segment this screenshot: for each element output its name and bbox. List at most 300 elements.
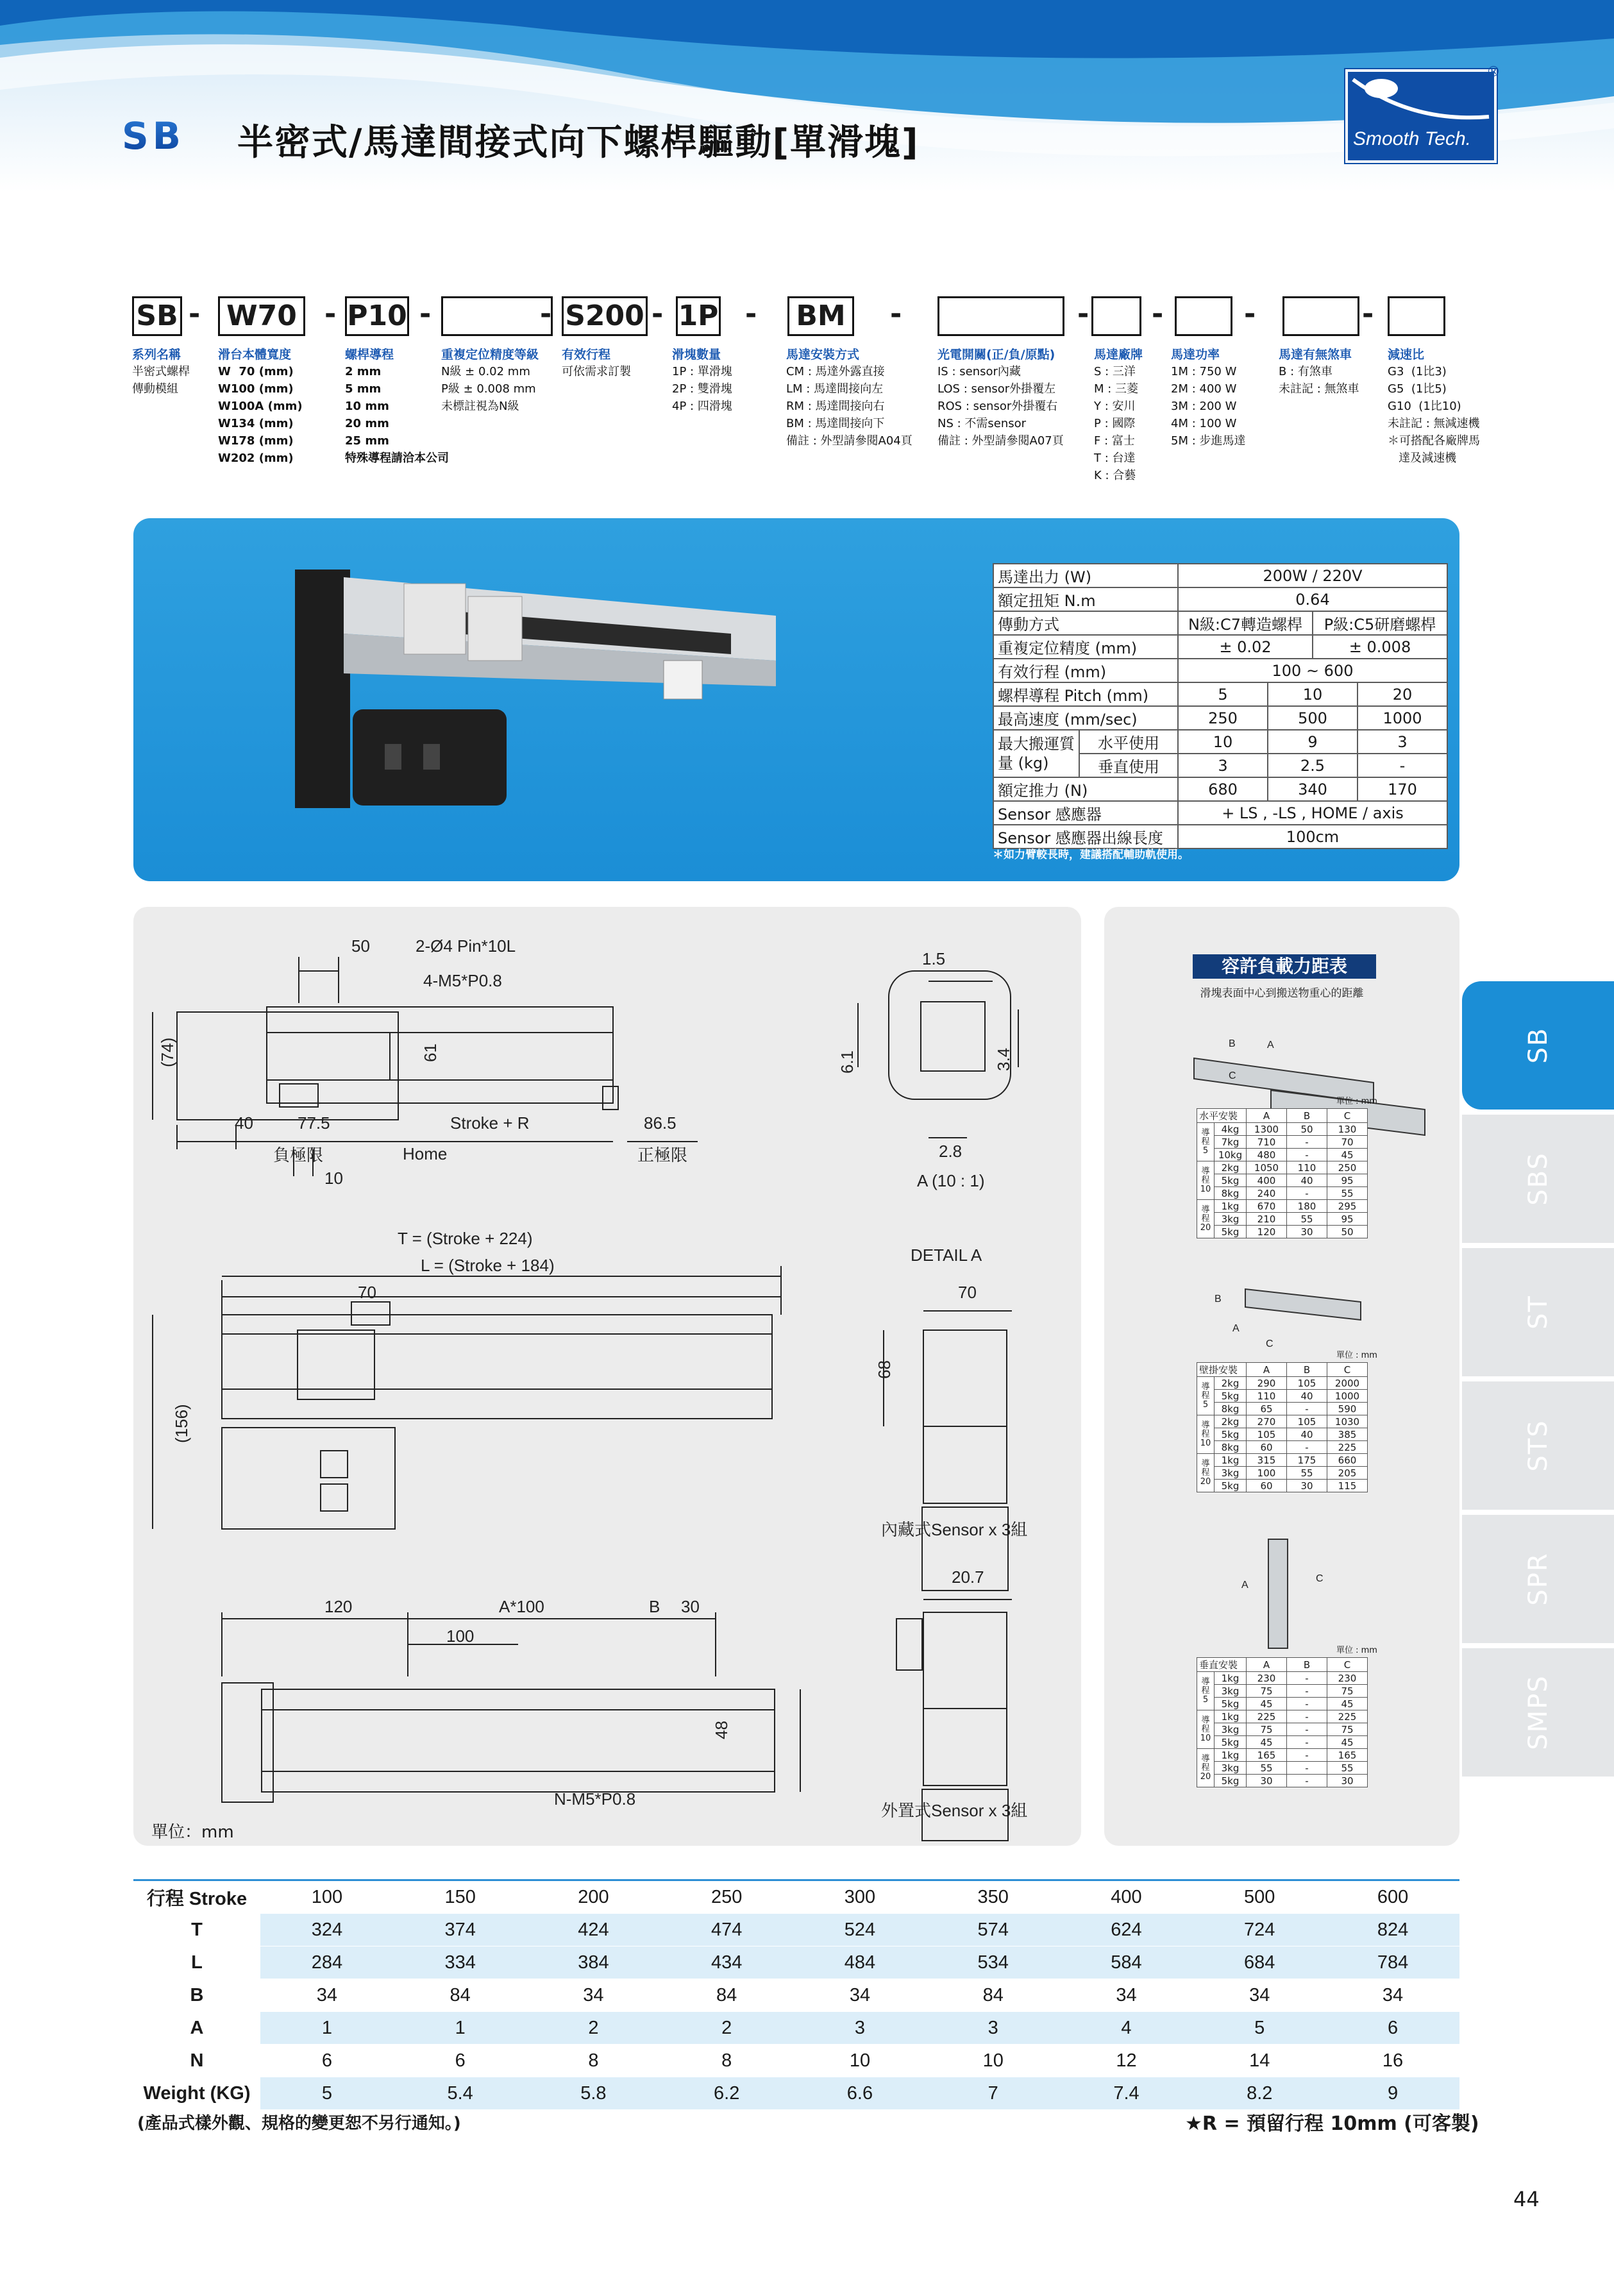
load-cell: -: [1287, 1775, 1327, 1787]
stroke-cell: 8: [527, 2045, 660, 2077]
load-cell: 165: [1247, 1749, 1287, 1762]
load-cell: -: [1287, 1762, 1327, 1775]
spec-value: 10: [1178, 730, 1268, 754]
option-item: P : 國際: [1094, 417, 1136, 430]
load-row: [1197, 1377, 1368, 1390]
spec-value: 100cm: [1178, 825, 1447, 848]
load-row: [1197, 1403, 1368, 1415]
dim-pin: 2-Ø4 Pin*10L: [416, 936, 516, 956]
technical-drawing: [133, 907, 1081, 1846]
spec-value: 100 ~ 600: [1178, 659, 1447, 682]
load-cell: 3kg: [1215, 1213, 1247, 1226]
part-code-separator: -: [540, 298, 552, 330]
load-row: [1197, 1775, 1368, 1787]
stroke-row: [133, 1979, 1459, 2012]
footer-r-note: ★R = 預留行程 10mm (可客製): [1185, 2113, 1479, 2135]
load-cell: 240: [1247, 1187, 1287, 1200]
option-list: [345, 363, 449, 467]
option-list: [1094, 363, 1138, 484]
stroke-cell: 5.8: [527, 2077, 660, 2110]
side-tab-sbs[interactable]: [1462, 1115, 1614, 1243]
dim-3-4: 3.4: [994, 1047, 1013, 1071]
load-lead-cell: 導程10: [1197, 1415, 1215, 1454]
stroke-row: [133, 2012, 1459, 2045]
load-row: [1197, 1174, 1368, 1187]
load-header-cell: C: [1327, 1363, 1368, 1377]
load-cell: 295: [1327, 1200, 1368, 1213]
load-cell: 5kg: [1215, 1174, 1247, 1187]
option-item: F : 富士: [1094, 434, 1135, 448]
option-item: 20 mm: [345, 417, 389, 430]
load-cell: -: [1287, 1441, 1327, 1454]
stroke-cell: 12: [1060, 2045, 1193, 2077]
stroke-cell: 684: [1193, 1946, 1326, 1979]
load-table-horizontal: [1197, 1108, 1368, 1238]
load-lead-cell: 導程5: [1197, 1672, 1215, 1710]
load-cell: 95: [1327, 1174, 1368, 1187]
load-cell: 225: [1327, 1441, 1368, 1454]
stroke-cell: 34: [1326, 1979, 1459, 2012]
stroke-cell: 500: [1193, 1880, 1326, 1914]
stroke-cell: 9: [1326, 2077, 1459, 2110]
spec-note: ＊如力臂較長時，建議搭配輔助軌使用。: [993, 848, 1189, 861]
load-cell: 5kg: [1215, 1480, 1247, 1492]
load-cell: 1kg: [1215, 1454, 1247, 1467]
option-item: W202 (mm): [218, 452, 294, 465]
part-code-separator: -: [324, 298, 337, 330]
load-cell: 8kg: [1215, 1403, 1247, 1415]
stroke-cell: 350: [927, 1880, 1060, 1914]
option-item: LOS : sensor外掛覆左: [937, 382, 1056, 396]
spec-row: [993, 706, 1447, 730]
spec-row: [993, 587, 1447, 611]
stroke-cell: 8: [660, 2045, 793, 2077]
dim-40: 40: [235, 1113, 253, 1133]
load-cell: -: [1287, 1710, 1327, 1723]
side-tab-label: SMPS: [1523, 1675, 1553, 1750]
stroke-row-label: B: [133, 1979, 260, 2012]
option-item: 5M : 步進馬達: [1171, 434, 1246, 448]
side-tab-sts[interactable]: [1462, 1381, 1614, 1510]
part-code-box: W70: [218, 296, 305, 336]
load-lead-cell: 導程5: [1197, 1123, 1215, 1161]
spec-label: 傳動方式: [993, 611, 1178, 635]
part-code-separator: -: [745, 298, 757, 330]
option-item: 可依需求訂製: [562, 365, 631, 378]
spec-value: 5: [1178, 682, 1268, 706]
part-code-box: [1388, 296, 1445, 336]
load-cell: 165: [1327, 1749, 1368, 1762]
part-code-separator: -: [651, 298, 664, 330]
spec-value: ± 0.02: [1178, 635, 1313, 659]
option-item: LM : 馬達間接向左: [786, 382, 884, 396]
dim-30: 30: [681, 1597, 700, 1616]
stroke-cell: 624: [1060, 1914, 1193, 1946]
load-cell: -: [1287, 1187, 1327, 1200]
load-cell: 180: [1287, 1200, 1327, 1213]
load-cell: 115: [1327, 1480, 1368, 1492]
load-row: [1197, 1149, 1368, 1161]
side-tab-spr[interactable]: [1462, 1515, 1614, 1643]
load-cell: 105: [1287, 1377, 1327, 1390]
load-lead-cell: 導程5: [1197, 1377, 1215, 1415]
dim-b: B: [649, 1597, 660, 1616]
option-item: NS : 不需sensor: [937, 417, 1027, 430]
option-item: 未註記 : 無煞車: [1279, 382, 1359, 396]
load-row: [1197, 1213, 1368, 1226]
option-item: BM : 馬達間接向下: [786, 417, 885, 430]
load-table-vertical: [1197, 1657, 1368, 1787]
stroke-cell: 34: [793, 1979, 927, 2012]
load-cell: 55: [1287, 1467, 1327, 1480]
stroke-cell: 534: [927, 1946, 1060, 1979]
side-tab-label: SB: [1523, 1027, 1553, 1064]
load-lead-cell: 導程20: [1197, 1200, 1215, 1238]
spec-value: 680: [1178, 777, 1268, 801]
spec-value: 20: [1358, 682, 1447, 706]
option-item: 3M : 200 W: [1171, 400, 1237, 413]
stroke-cell: 84: [660, 1979, 793, 2012]
load-row: [1197, 1136, 1368, 1149]
load-subtitle: 滑塊表面中心到搬送物重心的距離: [1200, 987, 1364, 1000]
unit-note-w: 單位 : mm: [1336, 1351, 1377, 1360]
stroke-cell: 784: [1326, 1946, 1459, 1979]
stroke-cell: 6: [1326, 2012, 1459, 2045]
spec-value: 1000: [1358, 706, 1447, 730]
brand-swoosh-icon: [1348, 72, 1494, 130]
load-cell: 660: [1327, 1454, 1368, 1467]
option-item: M : 三菱: [1094, 382, 1139, 396]
load-cell: 210: [1247, 1213, 1287, 1226]
stroke-cell: 34: [260, 1979, 394, 2012]
load-cell: -: [1287, 1149, 1327, 1161]
option-list: [1279, 363, 1359, 398]
load-cell: -: [1287, 1736, 1327, 1749]
option-item: W 70 (mm): [218, 365, 294, 378]
dim-a100: A*100: [499, 1597, 544, 1616]
option-list: [786, 363, 912, 450]
stroke-cell: 6: [260, 2045, 394, 2077]
stroke-cell: 374: [394, 1914, 527, 1946]
spec-label: Sensor 感應器出線長度: [993, 825, 1178, 848]
spec-value: 2.5: [1268, 754, 1358, 777]
load-cell: 315: [1247, 1454, 1287, 1467]
load-cell: 110: [1287, 1161, 1327, 1174]
stroke-cell: 34: [1193, 1979, 1326, 2012]
option-item: 特殊導程請洽本公司: [345, 452, 449, 465]
stroke-cell: 300: [793, 1880, 927, 1914]
load-cell: 480: [1247, 1149, 1287, 1161]
load-header-cell: B: [1287, 1658, 1327, 1672]
stroke-cell: 724: [1193, 1914, 1326, 1946]
unit-label: 單位：mm: [151, 1823, 234, 1842]
load-cell: 30: [1287, 1480, 1327, 1492]
load-row: [1197, 1467, 1368, 1480]
spec-value: 9: [1268, 730, 1358, 754]
spec-value: 250: [1178, 706, 1268, 730]
dim-120: 120: [324, 1597, 353, 1616]
load-cell: 55: [1287, 1213, 1327, 1226]
option-item: 半密式螺桿: [132, 365, 190, 378]
option-item: 2 mm: [345, 365, 382, 378]
load-cell: 270: [1247, 1415, 1287, 1428]
spec-label: 螺桿導程 Pitch (mm): [993, 682, 1178, 706]
stroke-table: [133, 1879, 1459, 2110]
spec-value: + LS , -LS , HOME / axis: [1178, 801, 1447, 825]
load-cell: 3kg: [1215, 1467, 1247, 1480]
load-cell: 710: [1247, 1136, 1287, 1149]
load-cell: 30: [1327, 1775, 1368, 1787]
spec-row: [993, 611, 1447, 635]
spec-label: 有效行程 (mm): [993, 659, 1178, 682]
dim-m5: 4-M5*P0.8: [423, 971, 502, 990]
side-tab-smps[interactable]: [1462, 1648, 1614, 1777]
stroke-cell: 100: [260, 1880, 394, 1914]
load-lead-cell: 導程20: [1197, 1454, 1215, 1492]
load-label-a3: A: [1241, 1580, 1248, 1591]
option-item: B : 有煞車: [1279, 365, 1332, 378]
dim-70-detail: 70: [958, 1283, 977, 1302]
stroke-cell: 16: [1326, 2045, 1459, 2077]
load-cell: 225: [1247, 1710, 1287, 1723]
option-title: 滑塊數量: [672, 348, 721, 362]
load-cell: 3kg: [1215, 1685, 1247, 1698]
load-cell: 55: [1247, 1762, 1287, 1775]
stroke-cell: 574: [927, 1914, 1060, 1946]
dim-100: 100: [446, 1626, 475, 1646]
option-item: 1P : 單滑塊: [672, 365, 732, 378]
option-item: 5 mm: [345, 382, 382, 396]
option-item: 達及減速機: [1388, 452, 1457, 465]
stroke-row: [133, 1880, 1459, 1914]
load-cell: 400: [1247, 1174, 1287, 1187]
spec-row: [993, 635, 1447, 659]
option-item: 4P : 四滑塊: [672, 400, 732, 413]
load-lead-cell: 導程20: [1197, 1749, 1215, 1787]
option-list: [218, 363, 303, 467]
option-list: [937, 363, 1064, 450]
load-row: [1197, 1390, 1368, 1403]
dim-10: 10: [324, 1169, 343, 1188]
t-formula: T = (Stroke + 224): [398, 1229, 533, 1248]
neg-limit-label: 負極限: [273, 1145, 324, 1165]
load-cell: 1300: [1247, 1123, 1287, 1136]
part-code-box: [937, 296, 1064, 336]
stroke-cell: 424: [527, 1914, 660, 1946]
option-title: 光電開關(正/負/原點): [937, 348, 1055, 362]
load-cell: 1000: [1327, 1390, 1368, 1403]
page-title: 半密式/馬達間接式向下螺桿驅動[單滑塊]: [237, 122, 920, 164]
load-cell: 65: [1247, 1403, 1287, 1415]
stroke-row-label: Weight (KG): [133, 2077, 260, 2110]
stroke-cell: 3: [927, 2012, 1060, 2045]
spec-row: [993, 777, 1447, 801]
spec-value: 340: [1268, 777, 1358, 801]
spec-value: 3: [1178, 754, 1268, 777]
detail-scale-label: A (10 : 1): [917, 1171, 985, 1190]
load-cell: 45: [1247, 1698, 1287, 1710]
load-cell: 5kg: [1215, 1226, 1247, 1238]
stroke-cell: 824: [1326, 1914, 1459, 1946]
option-item: IS : sensor內藏: [937, 365, 1021, 378]
stroke-cell: 200: [527, 1880, 660, 1914]
load-row: [1197, 1710, 1368, 1723]
load-header-cell: A: [1247, 1363, 1287, 1377]
spec-row: [993, 682, 1447, 706]
load-cell: 385: [1327, 1428, 1368, 1441]
side-tab-st[interactable]: [1462, 1248, 1614, 1376]
side-tab-sb[interactable]: [1462, 981, 1614, 1110]
stroke-cell: 400: [1060, 1880, 1193, 1914]
dim-1-5: 1.5: [922, 949, 946, 968]
stroke-row-label: T: [133, 1914, 260, 1946]
stroke-cell: 6: [394, 2045, 527, 2077]
spec-value: -: [1358, 754, 1447, 777]
load-cell: 70: [1327, 1136, 1368, 1149]
spec-label: 額定扭矩 N.m: [993, 587, 1178, 611]
load-header-row: [1197, 1109, 1368, 1123]
stroke-cell: 150: [394, 1880, 527, 1914]
spec-value: 500: [1268, 706, 1358, 730]
load-cell: 175: [1287, 1454, 1327, 1467]
spec-value: P級:C5研磨螺桿: [1313, 611, 1447, 635]
load-lead-cell: 導程10: [1197, 1161, 1215, 1200]
spec-label: 額定推力 (N): [993, 777, 1178, 801]
load-cell: 40: [1287, 1390, 1327, 1403]
load-row: [1197, 1454, 1368, 1467]
stroke-cell: 4: [1060, 2012, 1193, 2045]
dim-74: (74): [158, 1037, 177, 1067]
load-cell: -: [1287, 1403, 1327, 1415]
spec-row: [993, 801, 1447, 825]
stroke-cell: 6.2: [660, 2077, 793, 2110]
load-cell: 45: [1247, 1736, 1287, 1749]
load-cell: 60: [1247, 1480, 1287, 1492]
load-cell: -: [1287, 1136, 1327, 1149]
part-code-box: [1282, 296, 1359, 336]
stroke-row: [133, 1946, 1459, 1979]
stroke-cell: 7.4: [1060, 2077, 1193, 2110]
load-cell: 30: [1247, 1775, 1287, 1787]
load-cell: 100: [1247, 1467, 1287, 1480]
load-lead-cell: 導程10: [1197, 1710, 1215, 1749]
page-number: 44: [1513, 2187, 1540, 2211]
load-row: [1197, 1441, 1368, 1454]
stroke-cell: 600: [1326, 1880, 1459, 1914]
option-item: 10 mm: [345, 400, 389, 413]
option-item: 1M : 750 W: [1171, 365, 1237, 378]
dim-50: 50: [351, 936, 370, 956]
load-cell: 50: [1327, 1226, 1368, 1238]
load-row: [1197, 1200, 1368, 1213]
stroke-cell: 14: [1193, 2045, 1326, 2077]
side-tab-label: STS: [1523, 1419, 1553, 1472]
sensor-in-label: 內藏式Sensor x 3組: [881, 1520, 1028, 1539]
stroke-cell: 384: [527, 1946, 660, 1979]
load-cell: 5kg: [1215, 1736, 1247, 1749]
load-cell: 105: [1247, 1428, 1287, 1441]
load-label-c3: C: [1316, 1573, 1324, 1584]
option-list: [132, 363, 190, 398]
option-list: [1388, 363, 1480, 467]
load-cell: 75: [1327, 1723, 1368, 1736]
load-header-row: [1197, 1363, 1368, 1377]
load-header-row: [1197, 1658, 1368, 1672]
load-row: [1197, 1161, 1368, 1174]
option-item: 25 mm: [345, 434, 389, 448]
load-row: [1197, 1428, 1368, 1441]
stroke-row-label: N: [133, 2045, 260, 2077]
option-item: P級 ± 0.008 mm: [441, 382, 536, 396]
load-cell: 95: [1327, 1213, 1368, 1226]
load-cell: 1kg: [1215, 1749, 1247, 1762]
load-cell: 3kg: [1215, 1723, 1247, 1736]
spec-label-h: 水平使用: [1079, 730, 1178, 754]
load-cell: 290: [1247, 1377, 1287, 1390]
spec-value: 0.64: [1178, 587, 1447, 611]
part-code-box: SB: [132, 296, 182, 336]
spec-row-load-h: [993, 730, 1447, 754]
load-table-wall: [1197, 1362, 1368, 1492]
part-code-box: [1091, 296, 1141, 336]
dim-6-1: 6.1: [837, 1050, 857, 1074]
option-item: 2P : 雙滑塊: [672, 382, 732, 396]
spec-label: 重複定位精度 (mm): [993, 635, 1178, 659]
part-code-separator: -: [419, 298, 432, 330]
load-header-cell: 水平安裝: [1197, 1109, 1247, 1123]
option-title: 螺桿導程: [345, 348, 394, 362]
stroke-row-label: 行程 Stroke: [133, 1880, 260, 1914]
option-title: 馬達廠牌: [1094, 348, 1143, 362]
option-item: W178 (mm): [218, 434, 294, 448]
load-cell: -: [1287, 1749, 1327, 1762]
part-code-separator: -: [1362, 298, 1374, 330]
load-cell: 45: [1327, 1736, 1368, 1749]
option-item: 2M : 400 W: [1171, 382, 1237, 396]
option-item: T : 台達: [1094, 452, 1136, 465]
stroke-cell: 5.4: [394, 2077, 527, 2110]
side-tab-label: ST: [1523, 1295, 1553, 1329]
load-cell: -: [1287, 1698, 1327, 1710]
side-tab-label: SPR: [1523, 1552, 1553, 1606]
load-cell: 8kg: [1215, 1187, 1247, 1200]
spec-row: [993, 659, 1447, 682]
part-code-box: 1P: [676, 296, 721, 336]
dim-20-7: 20.7: [952, 1567, 984, 1587]
load-cell: 50: [1287, 1123, 1327, 1136]
load-cell: 5kg: [1215, 1390, 1247, 1403]
side-tab-label: SBS: [1523, 1152, 1553, 1206]
stroke-cell: 10: [927, 2045, 1060, 2077]
part-code-box: S200: [562, 296, 648, 336]
load-cell: 110: [1247, 1390, 1287, 1403]
load-cell: -: [1287, 1672, 1327, 1685]
load-cell: 2kg: [1215, 1161, 1247, 1174]
load-cell: 590: [1327, 1403, 1368, 1415]
option-title: 馬達安裝方式: [786, 348, 860, 362]
stroke-cell: 5: [260, 2077, 394, 2110]
part-code-box: P10: [345, 296, 409, 336]
load-cell: 130: [1327, 1123, 1368, 1136]
load-cell: 5kg: [1215, 1775, 1247, 1787]
load-cell: 40: [1287, 1428, 1327, 1441]
part-code-separator: -: [1077, 298, 1089, 330]
load-cell: 7kg: [1215, 1136, 1247, 1149]
load-cell: 2kg: [1215, 1415, 1247, 1428]
load-label-a2: A: [1232, 1323, 1240, 1334]
part-code-box: BM: [787, 296, 854, 336]
load-label-c2: C: [1266, 1338, 1274, 1349]
